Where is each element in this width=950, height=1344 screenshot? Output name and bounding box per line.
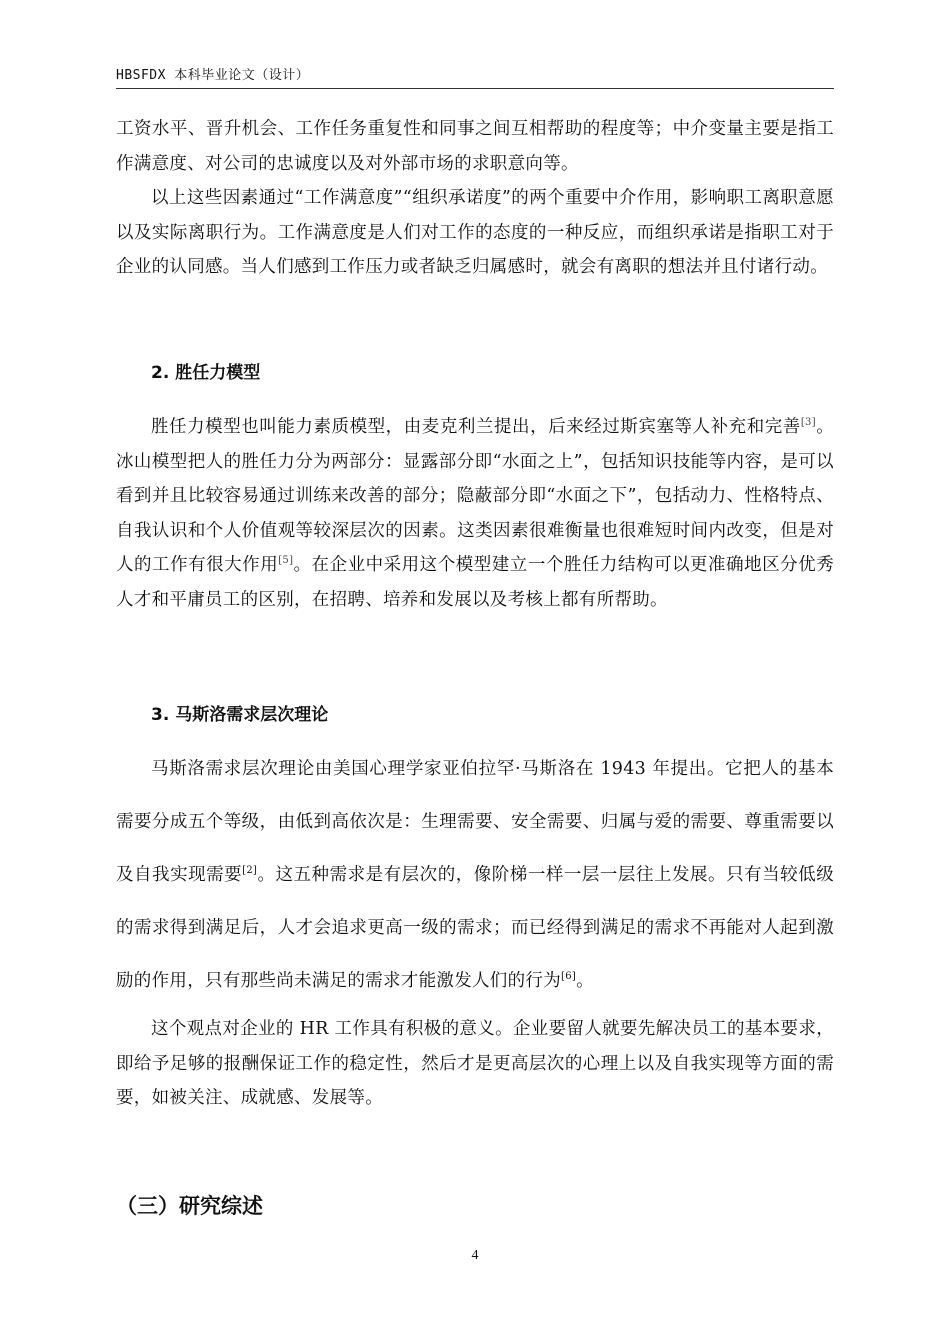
competency-text-c: 。在企业中采用这个模型建立一个胜任力结构可以更准确地区分优秀人才和平庸员工的区别，在招聘、培养和发展以及考核上都有所帮助。 xyxy=(116,555,835,610)
heading-maslow: 3. 马斯洛需求层次理论 xyxy=(151,705,329,725)
maslow-text-a: 马斯洛需求层次理论由美国心理学家亚伯拉罕·马斯洛在 1943 年提出。它把人的基本需要分成五个等级，由低到高依次是：生理需要、安全需要、归属与爱的需要、尊重需要以及自我实现需要 xyxy=(116,759,834,885)
competency-section xyxy=(116,410,834,617)
heading-competency-model: 2. 胜任力模型 xyxy=(151,363,261,383)
citation-3: [3] xyxy=(800,417,816,429)
citation-5: [5] xyxy=(278,555,294,567)
citation-6: [6] xyxy=(561,971,577,983)
competency-text-b: 。冰山模型把人的胜任力分为两部分：显露部分即“水面之上”，包括知识技能等内容，是可以看到并且比较容易通过训练来改善的部分；隐蔽部分即“水面之下”，包括动力、性格特点、自我认识和个人价值观等较深层次的因素。这类因素很难衡量也很难短时间内改变，但是对人的工作有很大作用 xyxy=(116,417,834,575)
page-number: 4 xyxy=(471,1248,479,1263)
paragraph-mediators: 以上这些因素通过“工作满意度”“组织承诺度”的两个重要中介作用，影响职工离职意愿以及实际离职行为。工作满意度是人们对工作的态度的一种反应，而组织承诺是指职工对于企业的认同感。当人们感到工作压力或者缺乏归属感时，就会有离职的想法并且付诸行动。 xyxy=(116,188,834,277)
maslow-section xyxy=(116,743,834,1116)
continued-section xyxy=(116,112,834,285)
maslow-text-b: 。这五种需求是有层次的，像阶梯一样一层一层往上发展。只有当较低级的需求得到满足后，人才会追求更高一级的需求；而已经得到满足的需求不再能对人起到激励的作用，只有那些尚未满足的需求才能激发人们的行为 xyxy=(116,865,834,991)
header-rule xyxy=(116,88,834,89)
citation-2: [2] xyxy=(242,865,258,877)
maslow-text-c: 。 xyxy=(576,971,594,991)
heading-research-review: （三）研究综述 xyxy=(116,1194,263,1218)
competency-text-a: 胜任力模型也叫能力素质模型，由麦克利兰提出，后来经过斯宾塞等人补充和完善 xyxy=(151,417,801,437)
paragraph-continued: 工资水平、晋升机会、工作任务重复性和同事之间互相帮助的程度等；中介变量主要是指工作满意度、对公司的忠诚度以及对外部市场的求职意向等。 xyxy=(116,119,834,174)
running-header: HBSFDX 本科毕业论文（设计） xyxy=(116,68,310,83)
paragraph-maslow xyxy=(116,743,834,1008)
paragraph-hr-implication: 这个观点对企业的 HR 工作具有积极的意义。企业要留人就要先解决员工的基本要求，即给予足够的报酬保证工作的稳定性，然后才是更高层次的心理上以及自我实现等方面的需要，如被关注、成就感、发展等。 xyxy=(116,1019,834,1108)
paragraph-competency xyxy=(116,410,834,617)
